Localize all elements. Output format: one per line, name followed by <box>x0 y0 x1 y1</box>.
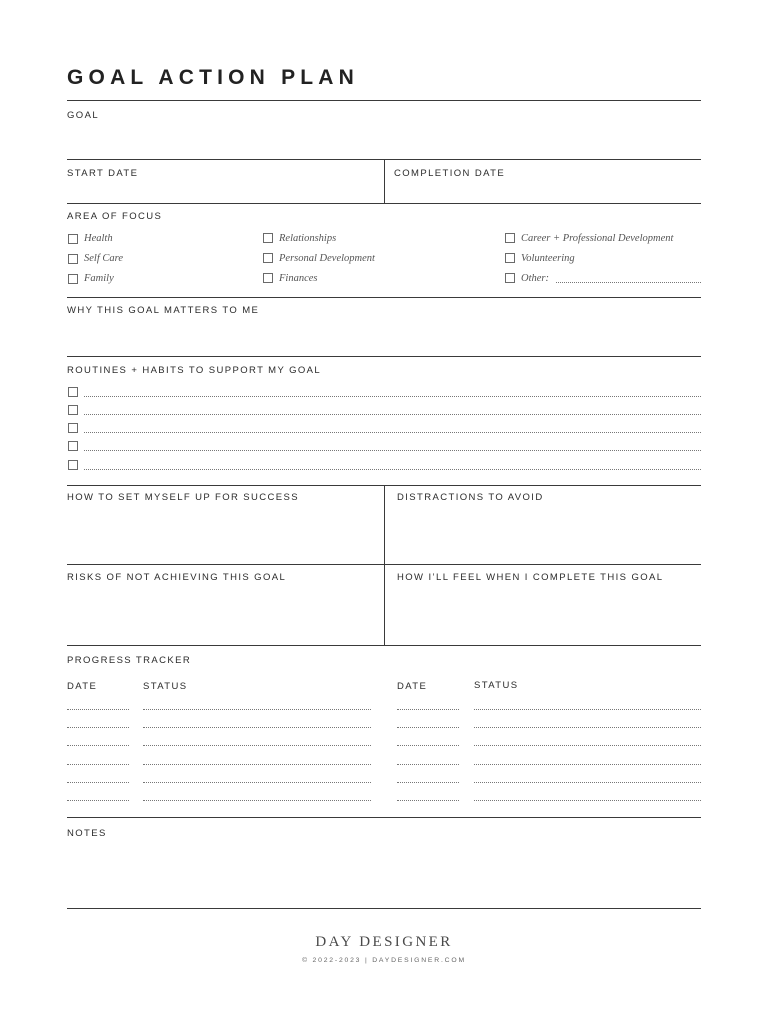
tracker-status-header: STATUS <box>143 681 188 692</box>
tracker-date-line[interactable] <box>67 800 129 801</box>
divider <box>67 817 701 818</box>
routine-line[interactable] <box>84 469 701 470</box>
tracker-date-header: DATE <box>397 681 428 692</box>
divider <box>67 564 701 565</box>
routines-label: ROUTINES + HABITS TO SUPPORT MY GOAL <box>67 365 322 376</box>
checkbox-self-care[interactable] <box>68 254 78 264</box>
focus-option-relationships: Relationships <box>279 233 337 244</box>
distractions-field[interactable] <box>397 506 699 560</box>
checkbox-relationships[interactable] <box>263 233 273 243</box>
tracker-status-line[interactable] <box>474 800 701 801</box>
focus-option-self-care: Self Care <box>84 253 123 264</box>
checkbox-other[interactable] <box>505 273 515 283</box>
why-matters-label: WHY THIS GOAL MATTERS TO ME <box>67 305 260 316</box>
start-date-field[interactable] <box>67 180 379 200</box>
tracker-status-line[interactable] <box>474 745 701 746</box>
routine-checkbox[interactable] <box>68 387 78 397</box>
routine-checkbox[interactable] <box>68 441 78 451</box>
tracker-date-line[interactable] <box>397 709 459 710</box>
focus-option-health: Health <box>84 233 113 244</box>
routine-line[interactable] <box>84 396 701 397</box>
divider-vertical <box>384 485 385 645</box>
routine-line[interactable] <box>84 450 701 451</box>
divider <box>67 297 701 298</box>
tracker-status-line[interactable] <box>143 800 371 801</box>
routine-checkbox[interactable] <box>68 460 78 470</box>
start-date-label: START DATE <box>67 168 139 179</box>
success-field[interactable] <box>67 506 379 560</box>
notes-field[interactable] <box>67 842 701 904</box>
focus-option-career: Career + Professional Development <box>521 233 674 244</box>
focus-option-other: Other: <box>521 273 549 284</box>
focus-option-volunteering: Volunteering <box>521 253 575 264</box>
tracker-status-line[interactable] <box>474 727 701 728</box>
divider-vertical <box>384 159 385 203</box>
goal-field[interactable] <box>67 124 701 156</box>
completion-date-field[interactable] <box>394 180 699 200</box>
tracker-status-line[interactable] <box>474 709 701 710</box>
why-matters-field[interactable] <box>67 318 701 352</box>
tracker-date-header: DATE <box>67 681 98 692</box>
other-fill-line[interactable] <box>556 282 701 283</box>
completion-date-label: COMPLETION DATE <box>394 168 506 179</box>
goal-label: GOAL <box>67 110 99 121</box>
tracker-status-line[interactable] <box>143 709 371 710</box>
tracker-date-line[interactable] <box>67 709 129 710</box>
tracker-date-line[interactable] <box>397 727 459 728</box>
footer-copyright: © 2022-2023 | DAYDESIGNER.COM <box>302 957 466 964</box>
tracker-date-line[interactable] <box>67 727 129 728</box>
checkbox-family[interactable] <box>68 274 78 284</box>
area-of-focus-label: AREA OF FOCUS <box>67 211 163 222</box>
tracker-status-header: STATUS <box>474 680 519 691</box>
tracker-date-line[interactable] <box>397 782 459 783</box>
brand-logo: DAY DESIGNER <box>315 934 453 950</box>
checkbox-career[interactable] <box>505 233 515 243</box>
divider <box>67 908 701 909</box>
divider <box>67 645 701 646</box>
tracker-date-line[interactable] <box>397 800 459 801</box>
divider <box>67 203 701 204</box>
focus-option-family: Family <box>84 273 114 284</box>
routine-line[interactable] <box>84 432 701 433</box>
progress-tracker-label: PROGRESS TRACKER <box>67 655 192 666</box>
risks-label: RISKS OF NOT ACHIEVING THIS GOAL <box>67 572 287 583</box>
feel-label: HOW I’LL FEEL WHEN I COMPLETE THIS GOAL <box>397 572 664 583</box>
tracker-date-line[interactable] <box>397 745 459 746</box>
distractions-label: DISTRACTIONS TO AVOID <box>397 492 544 503</box>
routine-checkbox[interactable] <box>68 405 78 415</box>
focus-option-personal-development: Personal Development <box>279 253 375 264</box>
tracker-date-line[interactable] <box>67 782 129 783</box>
routine-checkbox[interactable] <box>68 423 78 433</box>
routine-line[interactable] <box>84 414 701 415</box>
tracker-status-line[interactable] <box>474 782 701 783</box>
tracker-date-line[interactable] <box>67 745 129 746</box>
feel-field[interactable] <box>397 586 699 640</box>
checkbox-health[interactable] <box>68 234 78 244</box>
page-title: GOAL ACTION PLAN <box>67 66 360 89</box>
tracker-status-line[interactable] <box>143 782 371 783</box>
tracker-status-line[interactable] <box>143 764 371 765</box>
tracker-date-line[interactable] <box>67 764 129 765</box>
tracker-status-line[interactable] <box>143 727 371 728</box>
risks-field[interactable] <box>67 586 379 640</box>
checkbox-personal-development[interactable] <box>263 253 273 263</box>
success-label: HOW TO SET MYSELF UP FOR SUCCESS <box>67 492 300 503</box>
divider <box>67 356 701 357</box>
focus-option-finances: Finances <box>279 273 318 284</box>
divider <box>67 100 701 101</box>
checkbox-finances[interactable] <box>263 273 273 283</box>
tracker-status-line[interactable] <box>474 764 701 765</box>
tracker-status-line[interactable] <box>143 745 371 746</box>
tracker-date-line[interactable] <box>397 764 459 765</box>
checkbox-volunteering[interactable] <box>505 253 515 263</box>
notes-label: NOTES <box>67 828 107 839</box>
